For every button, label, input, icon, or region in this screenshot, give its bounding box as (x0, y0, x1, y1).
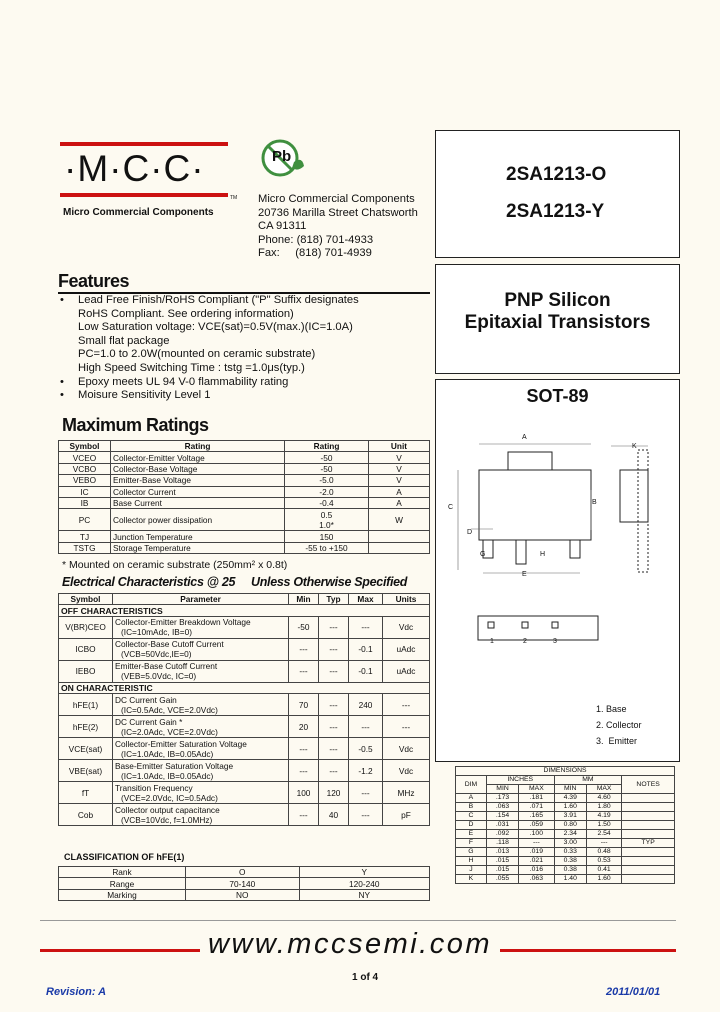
feature-item: RoHS Compliant. See ordering information) (78, 307, 294, 320)
table-cell: --- (319, 716, 349, 738)
table-cell: Rank (59, 867, 186, 878)
table-header: Min (289, 594, 319, 605)
table-cell: .100 (519, 830, 554, 839)
table-cell: --- (289, 638, 319, 660)
footer-rule (40, 920, 676, 921)
table-cell: --- (383, 694, 430, 716)
table-cell: 3.91 (554, 812, 586, 821)
dim-header: INCHES (486, 776, 554, 785)
table-cell: -0.4 (285, 497, 369, 508)
table-cell: V (369, 475, 430, 486)
brand-logo (60, 142, 238, 222)
dim-subheader: MIN (554, 785, 586, 794)
table-cell: 0.41 (586, 866, 621, 875)
package-box (435, 379, 680, 762)
table-cell (622, 821, 675, 830)
table-header: Rating (285, 441, 369, 452)
table-cell: E (456, 830, 487, 839)
table-header: Max (349, 594, 383, 605)
feature-item: High Speed Switching Time : tstg =1.0μs(typ.) (78, 361, 305, 374)
table-cell: 1.60 (586, 875, 621, 884)
table-row (456, 839, 675, 848)
table-cell: 150 (285, 531, 369, 542)
parameter-condition: (VEB=5.0Vdc, IC=0) (121, 671, 197, 682)
table-row (59, 782, 430, 804)
table-row (59, 878, 430, 889)
table-cell: 240 (349, 694, 383, 716)
table-cell: 70 (289, 694, 319, 716)
table-cell: 1.60 (554, 803, 586, 812)
table-header: Symbol (59, 441, 111, 452)
table-cell: 0.53 (586, 857, 621, 866)
feature-item: Small flat package (78, 334, 170, 347)
table-row (59, 638, 430, 660)
table-cell: 120-240 (299, 878, 429, 889)
table-cell: 0.33 (554, 848, 586, 857)
parameter-cell (113, 616, 289, 638)
table-cell: .021 (519, 857, 554, 866)
parameter-name: Collector-Emitter Saturation Voltage (115, 738, 247, 749)
table-row (59, 694, 430, 716)
parameter-cell (113, 760, 289, 782)
max-ratings-note: * Mounted on ceramic substrate (250mm² x 0.8t) (62, 559, 288, 571)
logo-text: ·M·C·C· (64, 148, 205, 189)
table-row (456, 803, 675, 812)
table-cell: --- (519, 839, 554, 848)
address-line: Phone: (818) 701-4933 (258, 233, 374, 246)
table-cell: uAdc (383, 638, 430, 660)
table-cell: hFE(1) (59, 694, 113, 716)
revision: Revision: A (46, 986, 107, 998)
table-cell: Storage Temperature (111, 542, 285, 553)
table-cell: Cob (59, 804, 113, 826)
dim-label: B (592, 499, 597, 506)
logo-tm: TM (230, 195, 238, 201)
table-cell: VEBO (59, 475, 111, 486)
table-cell: 2.34 (554, 830, 586, 839)
table-cell: K (456, 875, 487, 884)
table-cell: 20 (289, 716, 319, 738)
table-row (59, 509, 430, 531)
description-line: PNP Silicon (504, 290, 611, 311)
table-cell: Collector-Base Voltage (111, 463, 285, 474)
pin-label: 3 (553, 638, 557, 645)
table-header: Units (383, 594, 430, 605)
table-cell: --- (349, 616, 383, 638)
table-header: Rating (111, 441, 285, 452)
logo-top-bar (60, 142, 228, 146)
table-row (59, 867, 430, 878)
max-ratings-table (58, 440, 430, 554)
elec-table (58, 593, 430, 826)
table-cell: --- (289, 804, 319, 826)
parameter-name: Emitter-Base Cutoff Current (115, 661, 218, 672)
feature-item: • Lead Free Finish/RoHS Compliant ("P" Suffix designates (58, 294, 430, 308)
table-cell: VBE(sat) (59, 760, 113, 782)
table-cell: .031 (486, 821, 518, 830)
dim-label: D (467, 529, 473, 536)
pin-name: 3. Emitter (596, 736, 638, 746)
table-cell: --- (319, 738, 349, 760)
table-cell: --- (349, 716, 383, 738)
dim-title: DIMENSIONS (456, 767, 675, 776)
table-cell: -5.0 (285, 475, 369, 486)
section-title: OFF CHARACTERISTICS (59, 605, 430, 616)
dim-header: MM (554, 776, 622, 785)
table-cell: VCEO (59, 452, 111, 463)
table-cell: NO (186, 889, 300, 900)
table-cell: --- (289, 738, 319, 760)
table-cell: -50 (285, 463, 369, 474)
table-cell: -0.1 (349, 638, 383, 660)
table-cell: Y (299, 867, 429, 878)
table-cell: ICBO (59, 638, 113, 660)
table-cell: NY (299, 889, 429, 900)
table-cell: Emitter-Base Voltage (111, 475, 285, 486)
table-cell: --- (289, 660, 319, 682)
pin-label: 2 (523, 638, 527, 645)
table-cell: V (369, 463, 430, 474)
section-title: ON CHARACTERISTIC (59, 682, 430, 693)
table-row (456, 830, 675, 839)
table-cell: -50 (289, 616, 319, 638)
parameter-cell (113, 804, 289, 826)
table-cell: Marking (59, 889, 186, 900)
table-cell: Range (59, 878, 186, 889)
parameter-name: Base-Emitter Saturation Voltage (115, 760, 234, 771)
dim-label: G (480, 551, 486, 558)
table-cell: --- (319, 694, 349, 716)
table-row (59, 486, 430, 497)
table-cell: TYP (622, 839, 675, 848)
table-cell: .165 (519, 812, 554, 821)
table-cell: .019 (519, 848, 554, 857)
table-cell: H (456, 857, 487, 866)
table-cell: --- (289, 760, 319, 782)
parameter-cell (113, 638, 289, 660)
table-cell: A (456, 794, 487, 803)
address-line: CA 91311 (258, 220, 307, 232)
table-cell: 3.00 (554, 839, 586, 848)
table-cell: Vdc (383, 760, 430, 782)
feature-item: • Moisure Sensitivity Level 1 (58, 389, 430, 403)
parameter-condition: (IC=0.5Adc, VCE=2.0Vdc) (121, 704, 218, 715)
table-cell: .063 (519, 875, 554, 884)
package-name: SOT-89 (526, 386, 589, 406)
table-cell: -0.5 (349, 738, 383, 760)
table-row (59, 542, 430, 553)
table-cell: 100 (289, 782, 319, 804)
table-cell: IB (59, 497, 111, 508)
table-cell: .092 (486, 830, 518, 839)
parameter-condition: (IC=10mAdc, IB=0) (121, 627, 193, 638)
logo-company: Micro Commercial Components (63, 207, 214, 218)
address-line: 20736 Marilla Street Chatsworth (258, 206, 418, 219)
table-row (456, 794, 675, 803)
classification-table (58, 866, 430, 901)
table-cell: 1.40 (554, 875, 586, 884)
features-list (58, 294, 430, 403)
table-cell: F (456, 839, 487, 848)
part-number: 2SA1213-O (506, 164, 607, 185)
table-row (456, 875, 675, 884)
table-cell: Vdc (383, 616, 430, 638)
table-cell: D (456, 821, 487, 830)
table-cell: 40 (319, 804, 349, 826)
address-line: Micro Commercial Components (258, 193, 415, 205)
parameter-name: DC Current Gain * (115, 716, 183, 727)
logo-bottom-bar (60, 193, 228, 197)
table-row (59, 760, 430, 782)
dim-label: A (522, 434, 527, 441)
table-row (59, 804, 430, 826)
table-cell: O (186, 867, 300, 878)
table-cell: J (456, 866, 487, 875)
table-cell: V (369, 452, 430, 463)
parameter-condition: (IC=1.0Adc, IB=0.05Adc) (121, 748, 214, 759)
table-cell: Vdc (383, 738, 430, 760)
table-cell (622, 848, 675, 857)
max-ratings-title: Maximum Ratings (62, 415, 209, 435)
table-cell: --- (319, 616, 349, 638)
table-cell: Collector Current (111, 486, 285, 497)
table-cell: C (456, 812, 487, 821)
table-row (59, 889, 430, 900)
lead-free-icon (260, 136, 308, 180)
table-cell: VCE(sat) (59, 738, 113, 760)
table-cell: 1.50 (586, 821, 621, 830)
table-cell: pF (383, 804, 430, 826)
table-cell: --- (349, 782, 383, 804)
parameter-cell (113, 716, 289, 738)
table-cell: .181 (519, 794, 554, 803)
table-row (456, 857, 675, 866)
table-header: Typ (319, 594, 349, 605)
table-cell: .173 (486, 794, 518, 803)
table-cell: IEBO (59, 660, 113, 682)
classification-title: CLASSIFICATION OF hFE(1) (64, 852, 185, 862)
table-cell: W (369, 509, 430, 531)
parameter-condition: (VCB=50Vdc,IE=0) (121, 649, 192, 660)
dim-subheader: MAX (586, 785, 621, 794)
table-cell (622, 830, 675, 839)
table-cell: hFE(2) (59, 716, 113, 738)
package-drawing (436, 430, 681, 660)
table-cell: .055 (486, 875, 518, 884)
table-row (59, 716, 430, 738)
parameter-cell (113, 738, 289, 760)
page-number: 1 of 4 (352, 972, 379, 983)
feature-item: Low Saturation voltage: VCE(sat)=0.5V(max.)(IC=1.0A) (78, 321, 353, 334)
description-line: Epitaxial Transistors (464, 312, 651, 333)
table-cell (369, 542, 430, 553)
elec-title: Electrical Characteristics @ 25 Unless Otherwise Specified (62, 575, 408, 589)
table-cell: .059 (519, 821, 554, 830)
feature-item: • Epoxy meets UL 94 V-0 flammability rating (58, 376, 430, 390)
pin-name: 1. Base (596, 704, 627, 714)
table-cell: --- (586, 839, 621, 848)
parameter-name: DC Current Gain (115, 694, 177, 705)
table-cell (622, 812, 675, 821)
table-cell: Collector power dissipation (111, 509, 285, 531)
table-cell: .118 (486, 839, 518, 848)
table-cell: --- (383, 716, 430, 738)
parameter-name: Transition Frequency (115, 782, 193, 793)
table-cell: 4.39 (554, 794, 586, 803)
table-cell: A (369, 486, 430, 497)
table-cell: .015 (486, 857, 518, 866)
table-row (456, 821, 675, 830)
table-cell: --- (319, 638, 349, 660)
table-cell: 0.38 (554, 857, 586, 866)
table-cell: -2.0 (285, 486, 369, 497)
table-cell: V(BR)CEO (59, 616, 113, 638)
dim-header: DIM (456, 776, 487, 794)
table-cell: G (456, 848, 487, 857)
dim-label: E (522, 571, 527, 578)
table-cell: TSTG (59, 542, 111, 553)
parameter-condition: (VCB=10Vdc, f=1.0MHz) (121, 814, 213, 825)
table-row (59, 616, 430, 638)
pin-name: 2. Collector (596, 720, 642, 730)
dimensions-table (455, 766, 675, 884)
table-cell: --- (319, 760, 349, 782)
table-cell: -0.1 (349, 660, 383, 682)
table-cell (622, 866, 675, 875)
table-cell: -50 (285, 452, 369, 463)
part-number-box (435, 130, 680, 258)
table-cell: 120 (319, 782, 349, 804)
table-cell: TJ (59, 531, 111, 542)
description-box (435, 264, 680, 374)
parameter-name: Collector-Base Cutoff Current (115, 639, 224, 650)
dim-label: H (540, 551, 546, 558)
dim-subheader: MIN (486, 785, 518, 794)
table-cell: Base Current (111, 497, 285, 508)
table-row (59, 531, 430, 542)
table-cell: 4.19 (586, 812, 621, 821)
table-row (456, 866, 675, 875)
table-cell (622, 857, 675, 866)
date: 2011/01/01 (606, 986, 661, 998)
table-cell: .154 (486, 812, 518, 821)
table-row (59, 463, 430, 474)
feature-item: PC=1.0 to 2.0W(mounted on ceramic substrate) (78, 348, 316, 361)
dim-header: NOTES (622, 776, 675, 794)
table-cell (622, 803, 675, 812)
pb-symbol: Pb (272, 148, 292, 165)
table-header: Unit (369, 441, 430, 452)
table-cell: .063 (486, 803, 518, 812)
table-row (456, 848, 675, 857)
parameter-name: Collector output capacitance (115, 804, 220, 815)
parameter-cell (113, 660, 289, 682)
table-cell: .015 (486, 866, 518, 875)
table-cell: MHz (383, 782, 430, 804)
table-cell: --- (349, 804, 383, 826)
pin-names (596, 701, 642, 749)
parameter-condition: (IC=1.0Adc, IB=0.05Adc) (121, 770, 214, 781)
table-row (59, 452, 430, 463)
table-cell (622, 875, 675, 884)
dim-label: C (448, 504, 454, 511)
table-cell: 2.54 (586, 830, 621, 839)
table-cell (369, 531, 430, 542)
table-cell: 4.60 (586, 794, 621, 803)
table-cell: 1.80 (586, 803, 621, 812)
table-row (59, 660, 430, 682)
table-cell: -55 to +150 (285, 542, 369, 553)
table-cell: 0.80 (554, 821, 586, 830)
table-cell: VCBO (59, 463, 111, 474)
table-cell: A (369, 497, 430, 508)
parameter-cell (113, 782, 289, 804)
footer-url[interactable]: www.mccsemi.com (200, 928, 500, 961)
table-cell: .071 (519, 803, 554, 812)
table-row (59, 497, 430, 508)
company-address (258, 193, 418, 261)
table-row (456, 812, 675, 821)
table-cell: B (456, 803, 487, 812)
table-row (59, 738, 430, 760)
table-cell: fT (59, 782, 113, 804)
parameter-cell (113, 694, 289, 716)
table-cell: .016 (519, 866, 554, 875)
dim-label: K (632, 443, 637, 450)
table-cell: PC (59, 509, 111, 531)
table-cell: --- (319, 660, 349, 682)
table-cell: 0.5 1.0* (285, 509, 369, 531)
table-cell: .013 (486, 848, 518, 857)
parameter-condition: (IC=2.0Adc, VCE=2.0Vdc) (121, 726, 218, 737)
part-number: 2SA1213-Y (506, 201, 605, 222)
table-cell: Collector-Emitter Voltage (111, 452, 285, 463)
table-cell (622, 794, 675, 803)
table-header: Parameter (113, 594, 289, 605)
dim-subheader: MAX (519, 785, 554, 794)
table-cell: 0.38 (554, 866, 586, 875)
table-cell: 0.48 (586, 848, 621, 857)
table-cell: IC (59, 486, 111, 497)
table-cell: uAdc (383, 660, 430, 682)
table-cell: -1.2 (349, 760, 383, 782)
table-header: Symbol (59, 594, 113, 605)
table-cell: 70-140 (186, 878, 300, 889)
parameter-condition: (VCE=2.0Vdc, IC=0.5Adc) (121, 792, 218, 803)
parameter-name: Collector-Emitter Breakdown Voltage (115, 617, 251, 628)
table-cell: Junction Temperature (111, 531, 285, 542)
pin-label: 1 (490, 638, 494, 645)
table-row (59, 475, 430, 486)
features-title: Features (58, 271, 130, 291)
address-line: Fax: (818) 701-4939 (258, 247, 372, 259)
